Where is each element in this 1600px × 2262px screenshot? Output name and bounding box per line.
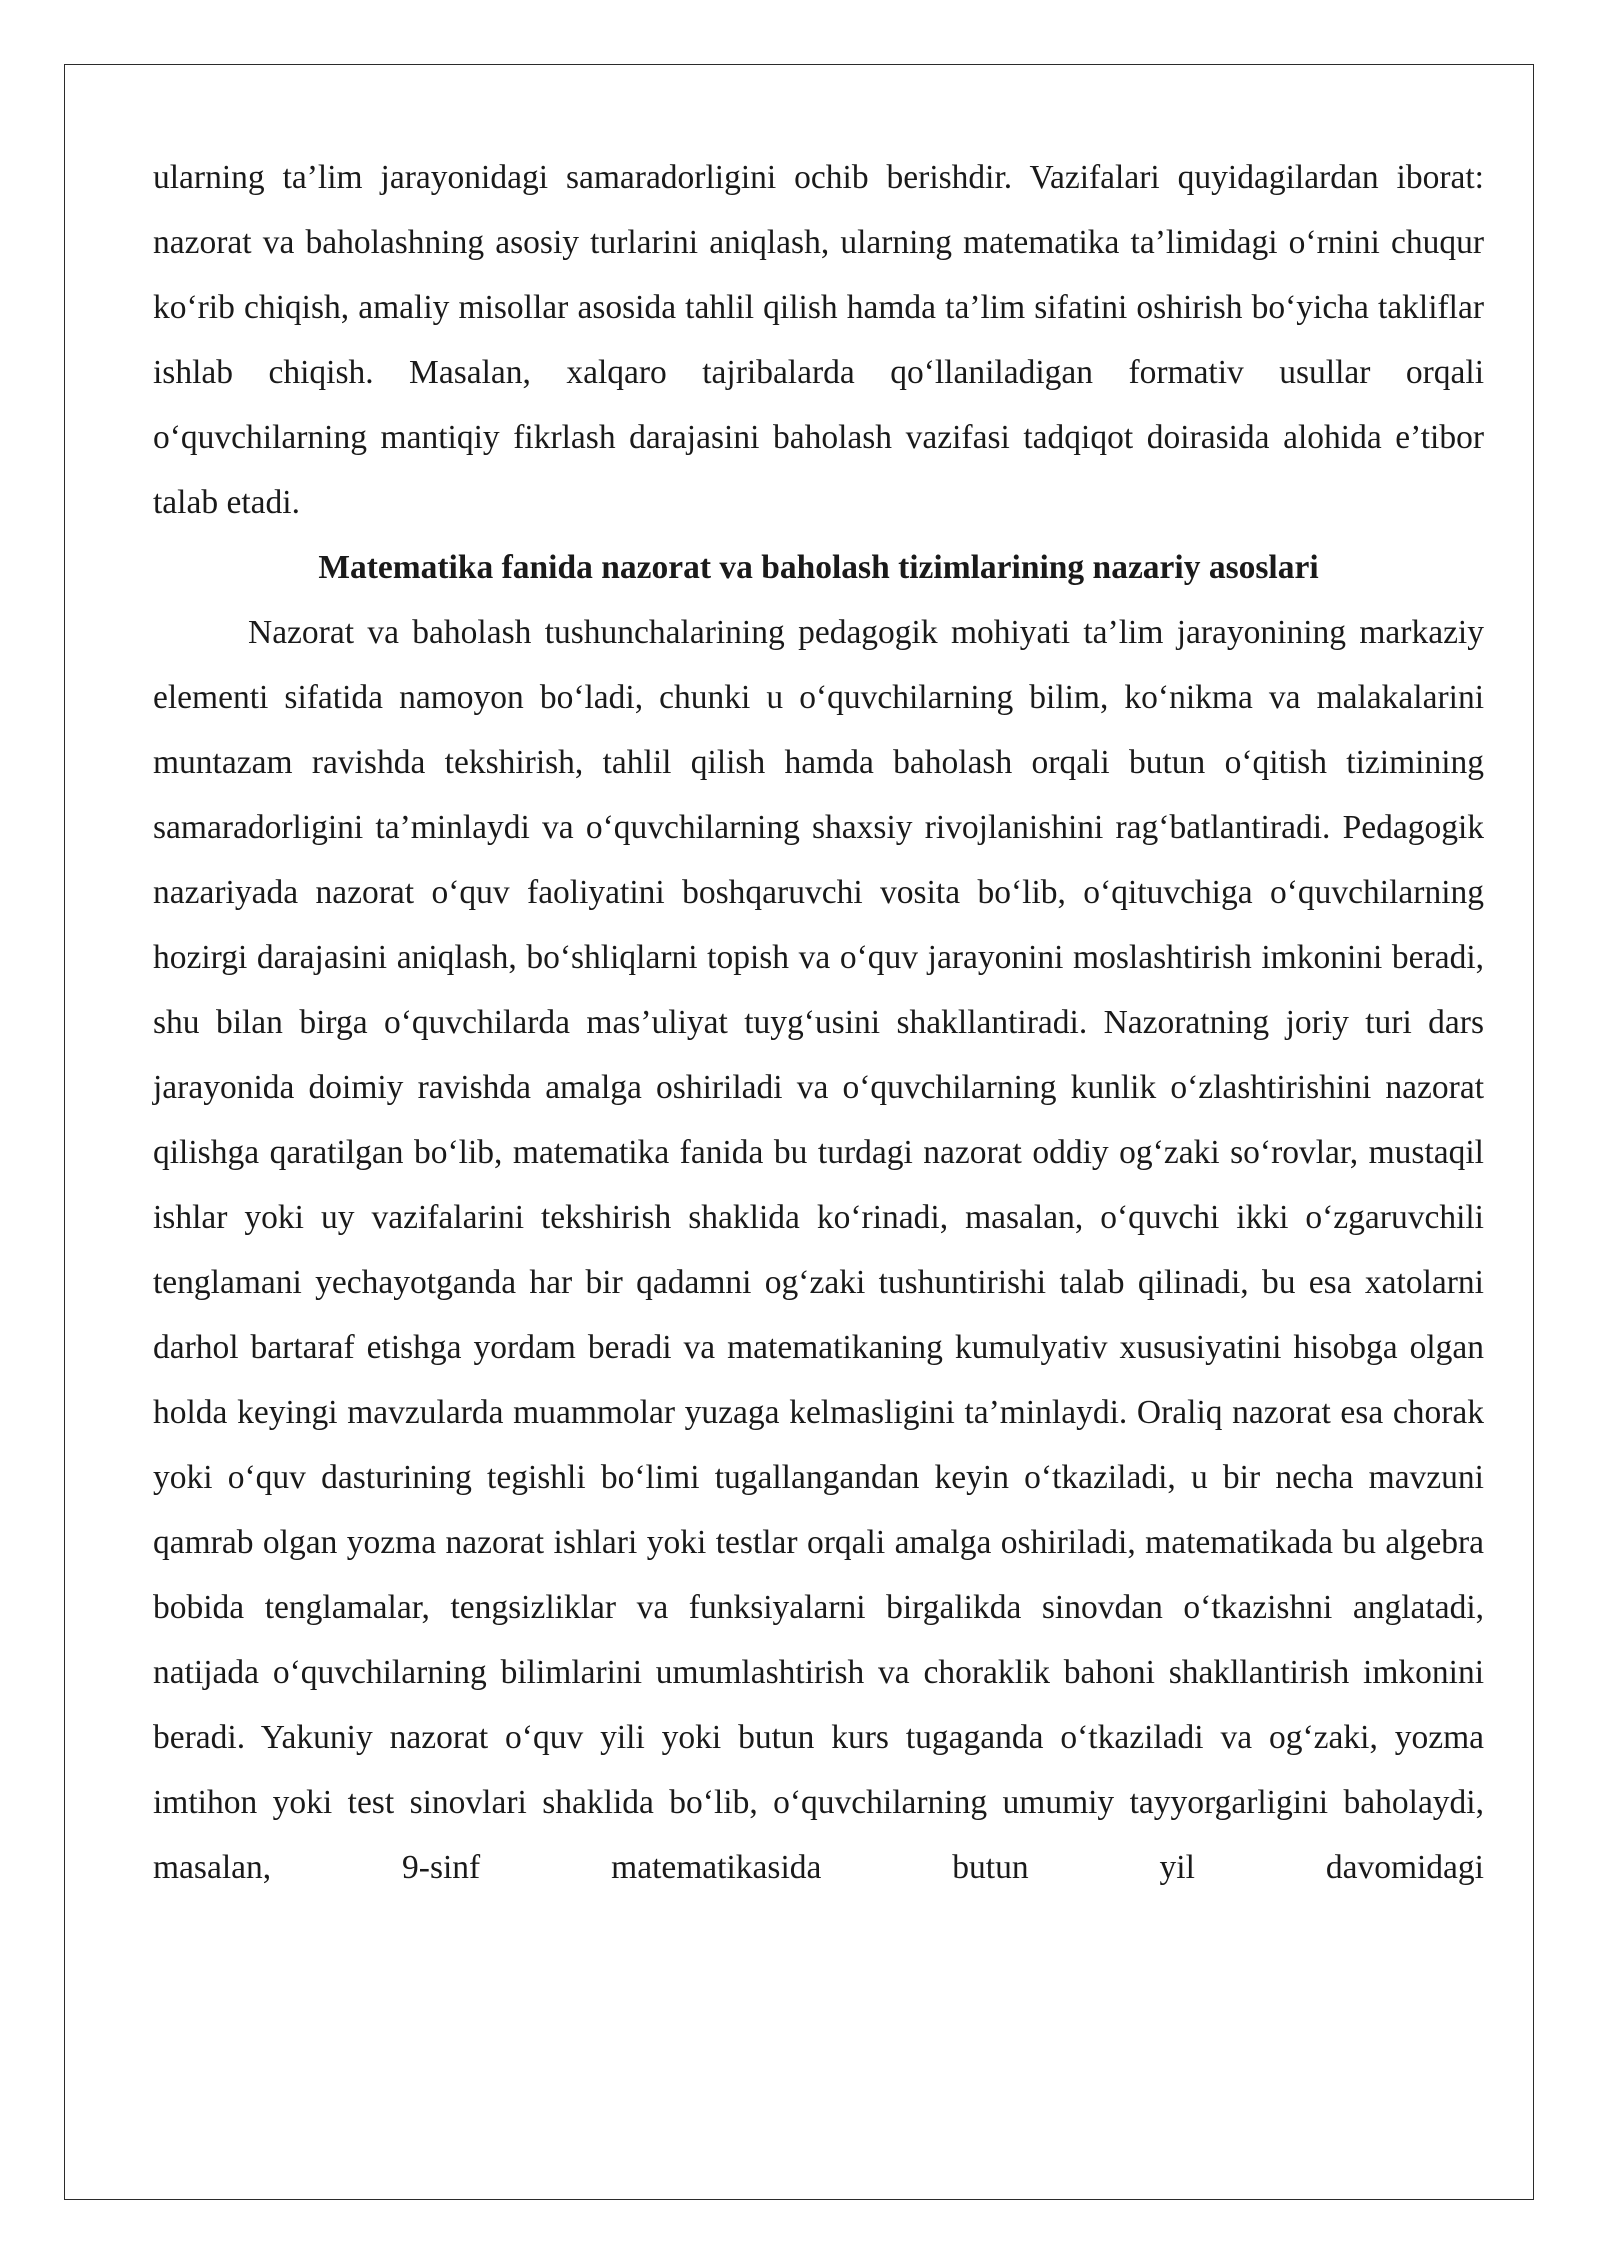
paragraph-intro-continuation: ularning ta’lim jarayonidagi samaradorligini ochib berishdir. Vazifalari quyidagilardan iborat: nazorat va baholashning asosiy turlarini aniqlash, ularning matematika ta’limidagi o‘rnini chuqur ko‘rib chiqish, amaliy misollar asosida tahlil qilish hamda ta’lim sifatini oshirish bo‘yicha takliflar ishlab chiqish. Masalan, xalqaro tajribalarda qo‘llaniladigan formativ usullar orqali o‘quvchilarning mantiqiy fikrlash darajasini baholash vazifasi tadqiqot doirasida alohida e’tibor talab etadi. xyxy=(153,159,1484,521)
document-body xyxy=(153,145,1484,1900)
section-heading: Matematika fanida nazorat va baholash tizimlarining nazariy asoslari xyxy=(318,549,1319,586)
paragraph-theoretical-foundations: Nazorat va baholash tushunchalarining pedagogik mohiyati ta’lim jarayonining markaziy elementi sifatida namoyon bo‘ladi, chunki u o‘quvchilarning bilim, ko‘nikma va malakalarini muntazam ravishda tekshirish, tahlil qilish hamda baholash orqali butun o‘qitish tizimining samaradorligini ta’minlaydi va o‘quvchilarning shaxsiy rivojlanishini rag‘batlantiradi. Pedagogik nazariyada nazorat o‘quv faoliyatini boshqaruvchi vosita bo‘lib, o‘qituvchiga o‘quvchilarning hozirgi darajasini aniqlash, bo‘shliqlarni topish va o‘quv jarayonini moslashtirish imkonini beradi, shu bilan birga o‘quvchilarda mas’uliyat tuyg‘usini shakllantiradi. Nazoratning joriy turi dars jarayonida doimiy ravishda amalga oshiriladi va o‘quvchilarning kunlik o‘zlashtirishini nazorat qilishga qaratilgan bo‘lib, matematika fanida bu turdagi nazorat oddiy og‘zaki so‘rovlar, mustaqil ishlar yoki uy vazifalarini tekshirish shaklida ko‘rinadi, masalan, o‘quvchi ikki o‘zgaruvchili tenglamani yechayotganda har bir qadamni og‘zaki tushuntirishi talab qilinadi, bu esa xatolarni darhol bartaraf etishga yordam beradi va matematikaning kumulyativ xususiyatini hisobga olgan holda keyingi mavzularda muammolar yuzaga kelmasligini ta’minlaydi. Oraliq nazorat esa chorak yoki o‘quv dasturining tegishli bo‘limi tugallangandan keyin o‘tkaziladi, u bir necha mavzuni qamrab olgan yozma nazorat ishlari yoki testlar orqali amalga oshiriladi, matematikada bu algebra bobida tenglamalar, tengsizliklar va funksiyalarni birgalikda sinovdan o‘tkazishni anglatadi, natijada o‘quvchilarning bilimlarini umumlashtirish va choraklik bahoni shakllantirish imkonini beradi. Yakuniy nazorat o‘quv yili yoki butun kurs tugaganda o‘tkaziladi va og‘zaki, yozma imtihon yoki test sinovlari shaklida bo‘lib, o‘quvchilarning umumiy tayyorgarligini baholaydi, masalan, 9-sinf matematikasida butun yil davomidagi xyxy=(153,614,1484,1886)
